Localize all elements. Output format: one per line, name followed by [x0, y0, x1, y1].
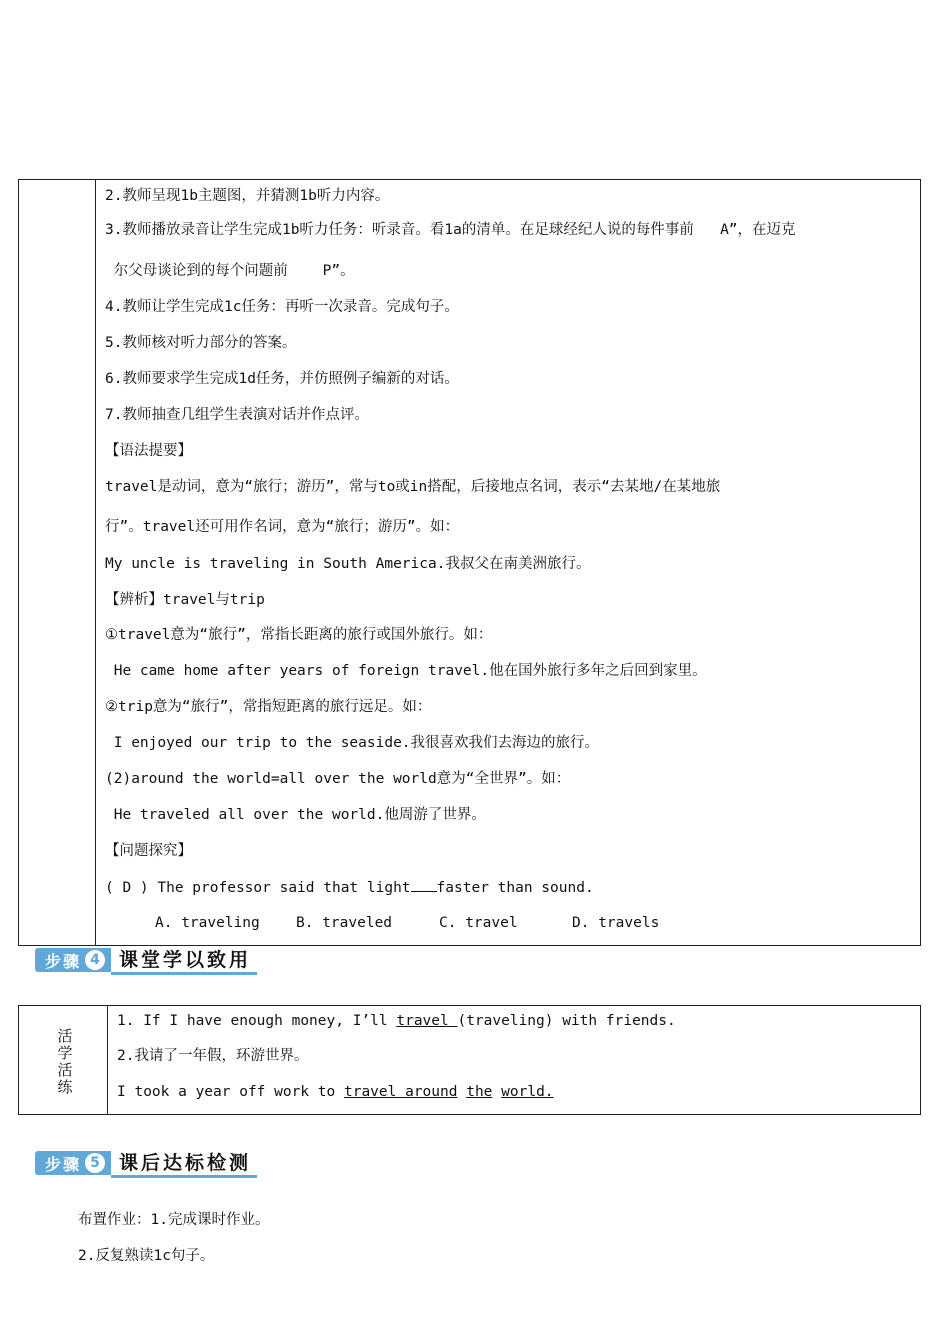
text-line: 5.教师核对听力部分的答案。 [105, 335, 297, 351]
answer-blank [411, 877, 437, 892]
practice-table [18, 1005, 921, 1115]
step5-title: 课后达标检测 [111, 1149, 257, 1178]
step-number: 4 [85, 950, 105, 970]
practice-side-label [55, 1028, 75, 1096]
text-line: 2.教师呈现1b主题图，并猜测1b听力内容。 [105, 188, 390, 204]
practice-text: (traveling) with friends. [457, 1013, 676, 1029]
text-line: ②trip意为“旅行”，常指短距离的旅行远足。如： [105, 699, 432, 715]
step5-header [35, 1149, 257, 1177]
text-line: 行”。travel还可用作名词，意为“旅行；游历”。如： [105, 519, 460, 535]
text-line: travel是动词，意为“旅行；游历”，常与to或in搭配，后接地点名词，表示“去某地/在某地旅 [105, 479, 721, 495]
text-line: I enjoyed our trip to the seaside.我很喜欢我们去海边的旅行。 [105, 735, 600, 751]
question-line [105, 877, 594, 898]
text-line: (2)around the world=all over the world意为“全世界”。如： [105, 771, 571, 787]
practice-answer: world. [501, 1084, 554, 1100]
practice-line-2: 2.我请了一年假，环游世界。 [117, 1048, 309, 1064]
text-line: 6.教师要求学生完成1d任务，并仿照例子编新的对话。 [105, 371, 459, 387]
step4-badge [35, 948, 111, 972]
practice-answer: travel [396, 1013, 458, 1029]
practice-text: 1. If I have enough money, I’ll [117, 1013, 397, 1029]
option-b: B. traveled [296, 915, 393, 931]
homework-line-1: 布置作业：1.完成课时作业。 [78, 1212, 270, 1228]
side-char: 练 [57, 1078, 73, 1096]
text-line: My uncle is traveling in South America.我叔父在南美洲旅行。 [105, 556, 591, 572]
homework-line-2: 2.反复熟读1c句子。 [78, 1248, 215, 1264]
practice-side-cell [19, 1006, 108, 1114]
question-suffix: faster than sound. [436, 880, 594, 896]
side-char: 活 [57, 1061, 73, 1079]
text-line: He traveled all over the world.他周游了世界。 [105, 807, 486, 823]
step4-header [35, 946, 257, 974]
side-char: 活 [57, 1027, 73, 1045]
text-line: He came home after years of foreign travel.他在国外旅行多年之后回到家里。 [105, 663, 707, 679]
option-c: C. travel [439, 915, 518, 931]
text-line: 7.教师抽查几组学生表演对话并作点评。 [105, 407, 369, 423]
step5-badge [35, 1151, 111, 1175]
practice-answer: the [466, 1084, 493, 1100]
option-a: A. traveling [155, 915, 260, 931]
text-line: ①travel意为“旅行”，常指长距离的旅行或国外旅行。如： [105, 627, 493, 643]
lesson-table [18, 179, 921, 946]
text-line: 尔父母谈论到的每个问题前 P”。 [105, 263, 355, 279]
step-label: 步骤 [45, 951, 82, 971]
section-heading: 【问题探究】 [105, 843, 192, 859]
step4-title: 课堂学以致用 [111, 946, 257, 975]
practice-answer: travel around [343, 1084, 458, 1100]
question-prefix: ( D ) The professor said that light [105, 880, 411, 896]
practice-line-3 [117, 1082, 554, 1102]
step-number: 5 [85, 1153, 105, 1173]
text-line: 3.教师播放录音让学生完成1b听力任务：听录音。看1a的清单。在足球经纪人说的每件事前 A”，在迈克 [105, 222, 796, 238]
text-line: 4.教师让学生完成1c任务：再听一次录音。完成句子。 [105, 299, 459, 315]
practice-line-1 [117, 1011, 676, 1031]
step-label: 步骤 [45, 1154, 82, 1174]
section-heading: 【语法提要】 [105, 443, 192, 459]
section-heading: 【辨析】travel与trip [105, 592, 265, 608]
side-char: 学 [57, 1044, 73, 1062]
option-d: D. travels [572, 915, 660, 931]
lesson-table-side-cell [19, 180, 96, 945]
practice-text: I took a year off work to [117, 1084, 344, 1100]
